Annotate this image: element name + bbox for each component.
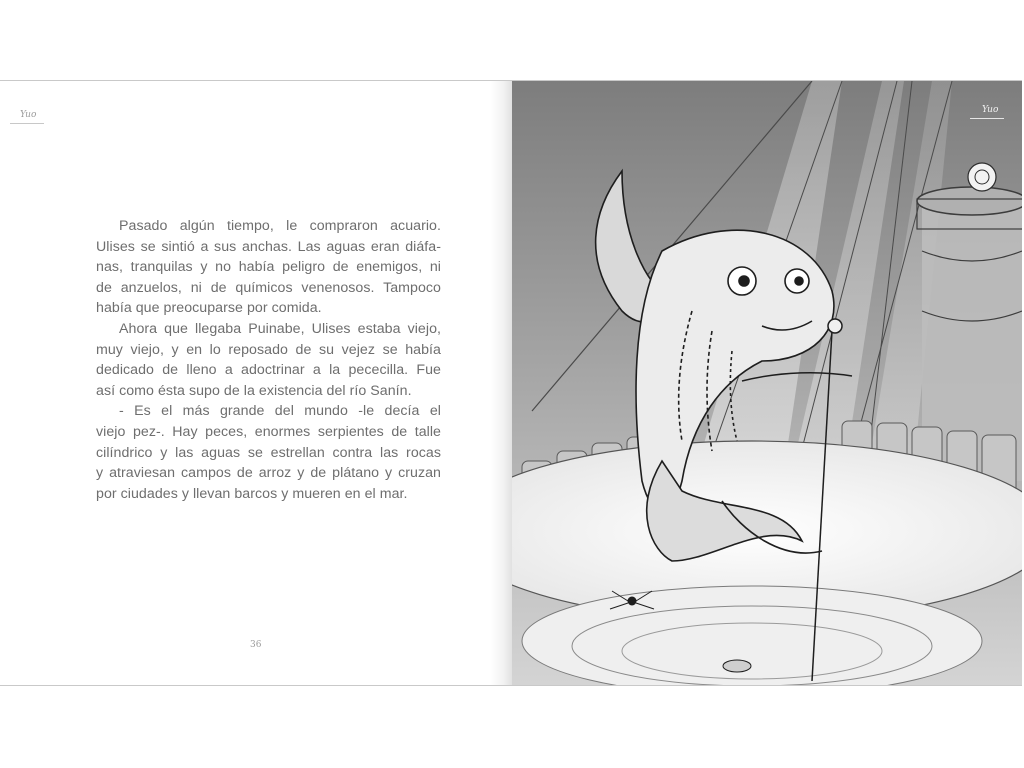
text-line: así como ésta supo de la existencia del río Sanín. bbox=[96, 382, 412, 399]
text-line: y atraviesan campos de arroz y de plátano y cruzan bbox=[96, 465, 441, 482]
book-spread bbox=[0, 80, 1022, 686]
text-line: Ulises se sintió a sus anchas. Las aguas eran diáfa- bbox=[96, 238, 441, 255]
text-line: de anzuelos, ni de químicos venenosos. Tampoco bbox=[96, 279, 441, 296]
text-line: nas, tranquilas y no había peligro de enemigos, ni bbox=[96, 259, 441, 276]
right-page bbox=[512, 81, 1022, 685]
text-line: Pasado algún tiempo, le compraron acuario. bbox=[119, 218, 441, 234]
running-head-left-rule bbox=[10, 123, 44, 124]
running-head-right bbox=[982, 105, 998, 115]
microphone bbox=[828, 319, 842, 333]
text-line: por ciudades y llevan barcos y mueren en el mar. bbox=[96, 485, 408, 502]
page-number: 36 bbox=[250, 640, 262, 650]
running-head-right-rule bbox=[970, 118, 1004, 119]
text-line: - Es el más grande del mundo -le decía el bbox=[119, 403, 441, 420]
page-gutter-shadow bbox=[490, 81, 512, 685]
text-line: Ahora que llegaba Puinabe, Ulises estaba viejo, bbox=[119, 320, 441, 337]
text-line: había que preocuparse por comida. bbox=[96, 300, 322, 317]
text-line: cilíndrico y las aguas se estrellan contra las rocas bbox=[96, 444, 441, 461]
illustration-fish-singer bbox=[512, 81, 1022, 685]
running-head-right-text: Yuo bbox=[982, 105, 999, 115]
text-line: muy viejo, y en lo reposado de su vejez se había bbox=[96, 341, 441, 358]
text-line: dedicado de lleno a adoctrinar a la pececilla. Fue bbox=[96, 362, 441, 379]
left-page bbox=[0, 81, 510, 685]
running-head-left-text: Yuo bbox=[20, 110, 37, 120]
running-head-left bbox=[20, 110, 36, 120]
text-line: viejo pez-. Hay peces, enormes serpientes de talle bbox=[96, 423, 441, 440]
body-text bbox=[96, 216, 441, 504]
